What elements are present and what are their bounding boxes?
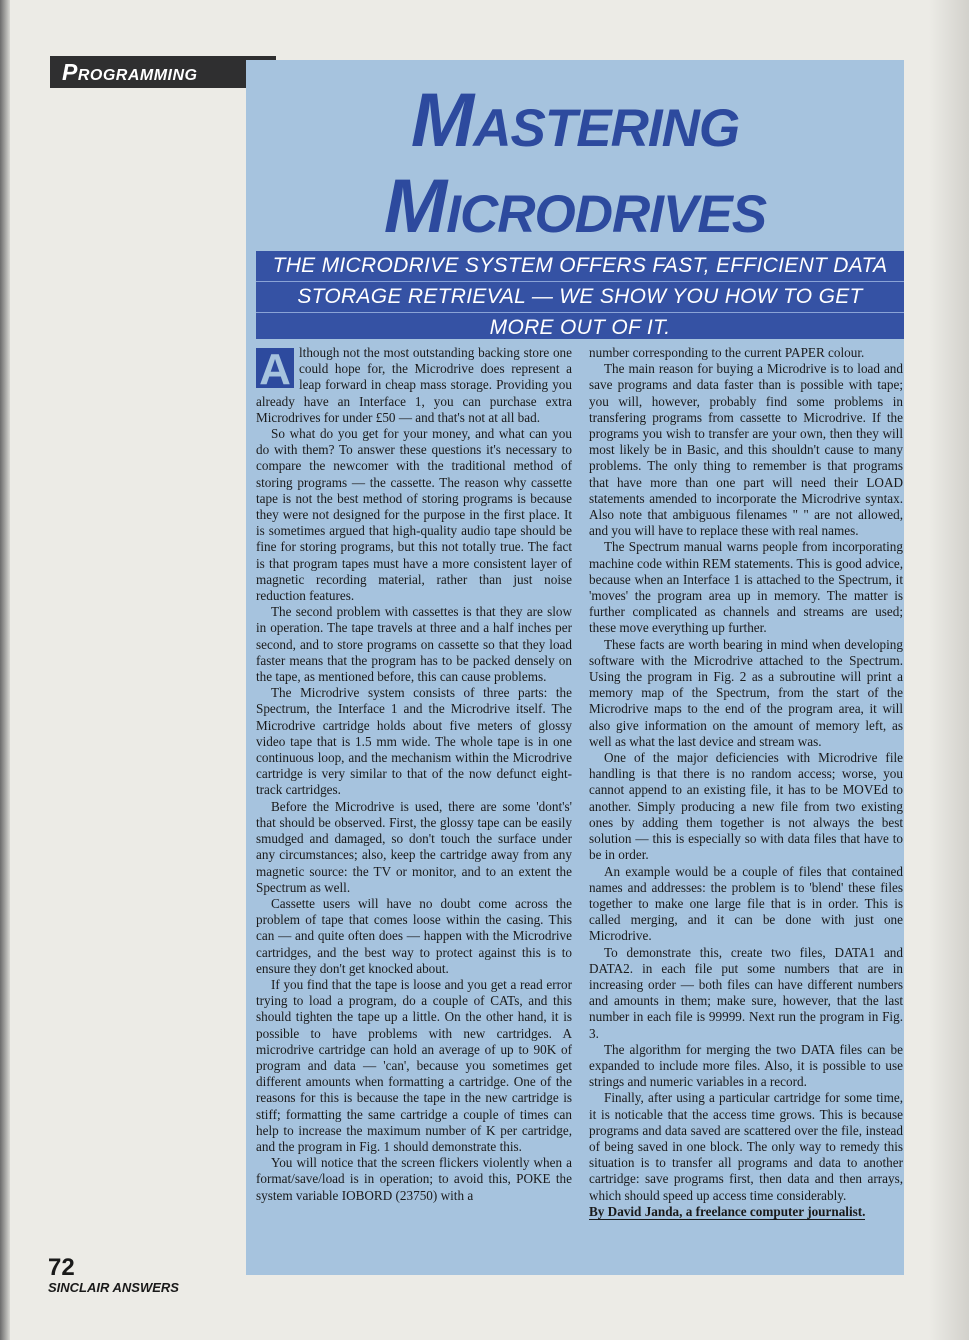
page-edge bbox=[929, 0, 969, 1340]
standfirst bbox=[256, 251, 904, 343]
paragraph: The Spectrum manual warns people from incorporating machine code within REM statements. This is good advice, because when an Interface 1 is attached to the Spectrum, it 'moves' the program area up in memory. The matter is further complicated as channels and streams are used; these move everything up further. bbox=[589, 539, 903, 636]
paragraph: One of the major deficiencies with Microdrive file handling is that there is no random access; worse, you cannot append to an existing file, it has to be MOVEd to another. Simply producing a new file from two existing ones by adding them together is not always the best solution — this is especially so with data files that have to be in order. bbox=[589, 750, 903, 863]
standfirst-line-2: STORAGE RETRIEVAL — WE SHOW YOU HOW TO GET bbox=[256, 282, 904, 313]
paragraph: Finally, after using a particular cartridge for some time, it is noticable that the access time grows. This is because programs and data saved are scattered over the file, instead of being saved in one block. The only way to remedy this situation is to transfer all programs and data to another cartridge: save programs first, then data and then arrays, which should speed up access time considerably. bbox=[589, 1090, 903, 1203]
paragraph: You will notice that the screen flickers violently when a format/save/load is in operation; to avoid this, POKE the system variable IOBORD (23750) with a bbox=[256, 1155, 572, 1203]
page-number: 72 bbox=[48, 1254, 75, 1281]
paragraph-text: lthough not the most outstanding backing store one could hope for, the Microdrive does represent a leap forward in cheap mass storage. Providing you already have an Interface 1, you can purchase extra Microdrives for under £50 — and that's not at all bad. bbox=[256, 345, 572, 425]
standfirst-line-1: THE MICRODRIVE SYSTEM OFFERS FAST, EFFICIENT DATA bbox=[256, 251, 904, 282]
headline-line-2: Microdrives bbox=[383, 164, 767, 249]
binding-shadow bbox=[0, 0, 10, 1340]
paragraph: The Microdrive system consists of three parts: the Spectrum, the Interface 1 and the Microdrive itself. The Microdrive cartridge holds about five meters of glossy video tape that is 1.5 mm wide. The whole tape is in one continuous loop, and the mechanism within the Microdrive cartridge is very similar to that of the now defunct eight-track cartridges. bbox=[256, 685, 572, 798]
standfirst-line-3: MORE OUT OF IT. bbox=[489, 316, 671, 339]
article-column-left bbox=[256, 345, 572, 1204]
byline-text: By David Janda, a freelance computer journalist. bbox=[589, 1203, 866, 1219]
paragraph: Cassette users will have no doubt come across the problem of tape that comes loose within the casing. This can — and quite often does — happen with the Microdrive cartridges, and the best way to protect against this is to ensure they don't get knocked about. bbox=[256, 895, 572, 976]
magazine-name: SINCLAIR ANSWERS bbox=[48, 1280, 179, 1295]
paragraph: An example would be a couple of files that contained names and addresses: the problem is to 'blend' these files together to make one large file that is in order. This is called merging, and it can be done with just one Microdrive. bbox=[589, 863, 903, 944]
article-column-right bbox=[589, 345, 903, 1220]
section-tag: Programming bbox=[50, 56, 276, 88]
byline bbox=[589, 1204, 903, 1220]
paragraph: To demonstrate this, create two files, DATA1 and DATA2. in each file put some numbers that are in increasing order — both files can have different numbers and amounts in them; make sure, however, that the last number in each file is 99999. Next run the program in Fig. 3. bbox=[589, 944, 903, 1041]
paragraph: Before the Microdrive is used, there are some 'dont's' that should be observed. First, the glossy tape can be easily smudged and damaged, so don't touch the surface under any circumstances; also, keep the cartridge away from any magnetic source: the TV or monitor, and to an extent the Spectrum as well. bbox=[256, 798, 572, 895]
paragraph: The algorithm for merging the two DATA files can be expanded to include more files. Also, it is possible to use strings and numeric variables in a record. bbox=[589, 1041, 903, 1090]
paragraph: The second problem with cassettes is that they are slow in operation. The tape travels at three and a half inches per second, and to store programs on cassette so that they load faster means that the program has to be packed densely on the tape, as mentioned before, this can cause problems. bbox=[256, 604, 572, 685]
paragraph: These facts are worth bearing in mind when developing software with the Microdrive attached to the Spectrum. Using the program in Fig. 2 as a subroutine will print a memory map of the Spectrum, from the start of the Microdrive maps to the end of the program area, it will also give information on the amount of memory left, as well as what the last device and stream was. bbox=[589, 636, 903, 749]
paragraph: The main reason for buying a Microdrive is to load and save programs and data faster than is possible with tape; you will, however, probably find some problems in transfering programs from cassette to Microdrive. If the programs you wish to transfer are your own, then they will most likely be in Basic, and this shouldn't cause to many problems. The only thing to remember is that programs that have more than one part will need their LOAD statements amended to incorporate the Microdrive syntax. Also note that ambiguous filenames " " are not allowed, and you will have to replace these with real names. bbox=[589, 361, 903, 539]
headline-line-1: Mastering bbox=[410, 78, 740, 163]
paragraph bbox=[256, 345, 572, 426]
paragraph: If you find that the tape is loose and you get a read error trying to load a program, do a couple of CATs, and this should tighten the tape up a little. On the other hand, it is possible to have problems with new cartridges. A microdrive cartridge can hold an average of up to 90K of program and data — 'can', because you sometimes get different amounts when formatting a cartridge. One of the reasons for this is because the tape in the new cartridge is stiff; formatting the same cartridge a couple of times can help to increase the maximum number of K per cartridge, and the program in Fig. 1 should demonstrate this. bbox=[256, 976, 572, 1154]
paragraph: So what do you get for your money, and what can you do with them? To answer these questions it's necessary to compare the newcomer with the traditional method of storing programs — the cassette. The reason why cassette tape is not the best method of storing programs is because they were not designed for the purpose in the first place. It is sometimes argued that high-quality audio tape should be fine for storing programs, but this not totally true. The fact is that program tapes must have a more consistent layer of magnetic recording material, rather than just noise reduction features. bbox=[256, 426, 572, 604]
headline bbox=[246, 78, 904, 250]
drop-cap: A bbox=[256, 348, 294, 388]
paragraph: number corresponding to the current PAPER colour. bbox=[589, 345, 865, 360]
